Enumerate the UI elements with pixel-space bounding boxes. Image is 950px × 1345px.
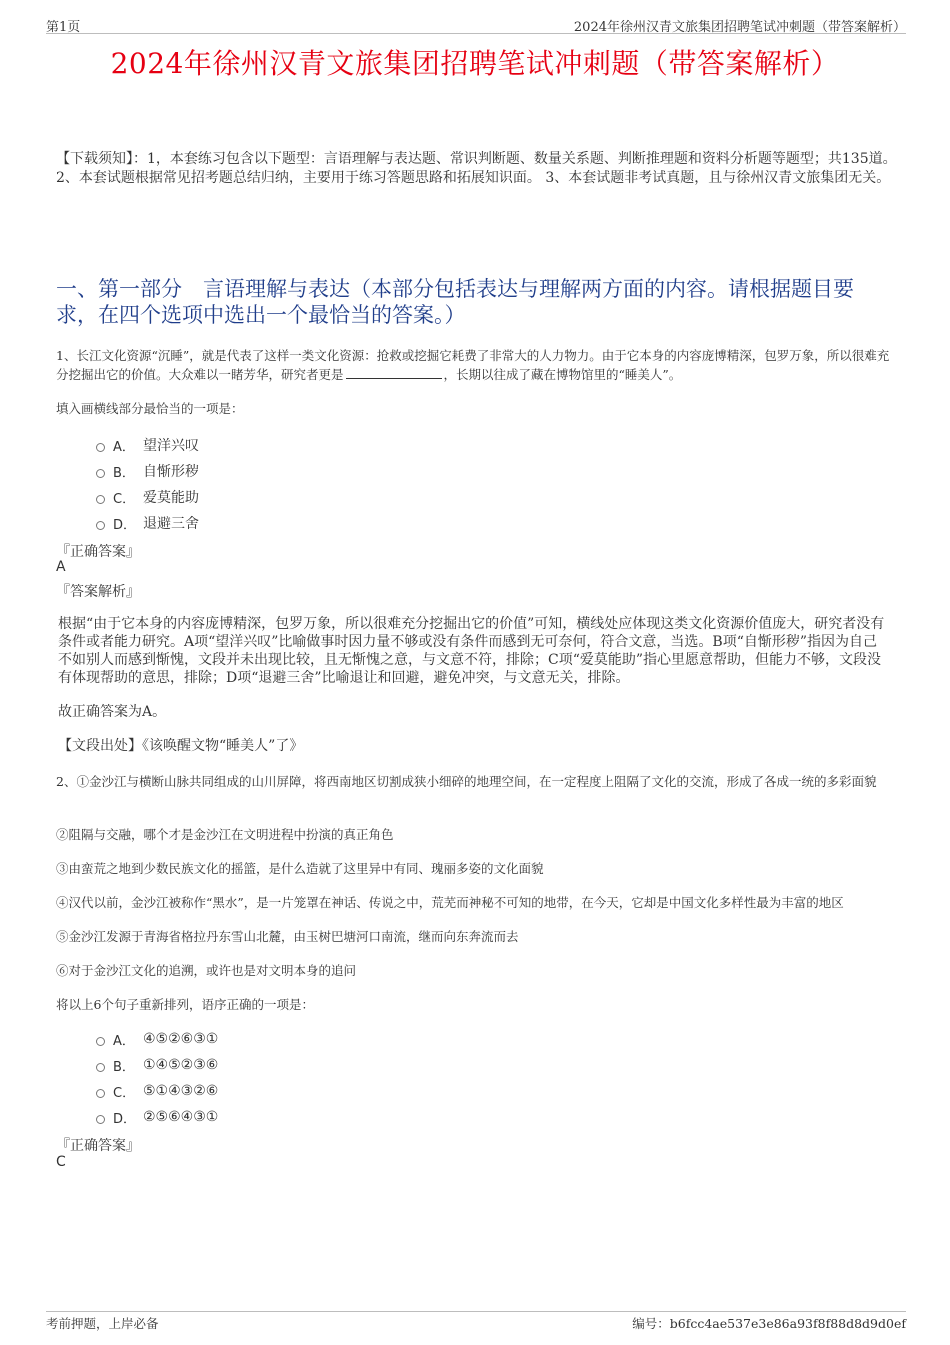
q2-sentence-2: ②阻隔与交融，哪个才是金沙江在文明进程中扮演的真正角色 <box>56 827 394 842</box>
footer-slogan: 考前押题，上岸必备 <box>46 1316 159 1331</box>
q1-analysis-label: 『答案解析』 <box>56 584 140 600</box>
q2-sentence-3: ③由蛮荒之地到少数民族文化的摇篮，是什么造就了这里异中有同、瑰丽多姿的文化面貌 <box>56 861 544 876</box>
radio-icon[interactable] <box>96 1063 105 1072</box>
q2-option-b[interactable]: B． ①④⑤②③⑥ <box>96 1052 218 1078</box>
q2-sentence-5: ⑤金沙江发源于青海省格拉丹东雪山北麓，由玉树巴塘河口南流，继而向东奔流而去 <box>56 929 519 944</box>
q2-sentence-1: 2、①金沙江与横断山脉共同组成的山川屏障，将西南地区切割成狭小细碎的地理空间，在一定程度上阻隔了文化的交流，形成了各成一统的多彩面貌 <box>56 774 877 789</box>
question-1-stem-after: ，长期以往成了藏在博物馆里的“睡美人”。 <box>443 367 682 382</box>
q1-source: 【文段出处】《该唤醒文物“睡美人”了》 <box>58 738 304 754</box>
section-title: 一、第一部分 言语理解与表达（本部分包括表达与理解两方面的内容。请根据题目要求，在四个选项中选出一个最恰当的答案。） <box>56 277 854 327</box>
download-notice: 【下载须知】：1，本套练习包含以下题型：言语理解与表达题、常识判断题、数量关系题、判断推理题和资料分析题等题型；共135道。 2、本套试题根据常见招考题总结归纳，主要用于练习答题思路和拓展知识面。 3、本套试题非考试真题，且与徐州汉青文旅集团无关。 <box>56 151 897 186</box>
q2-option-c[interactable]: C． ⑤①④③②⑥ <box>96 1078 218 1104</box>
q2-answer: C <box>56 1154 66 1170</box>
q2-answer-label: 『正确答案』 <box>56 1138 140 1154</box>
radio-icon[interactable] <box>96 1037 105 1046</box>
footer-divider <box>46 1311 906 1312</box>
q1-answer: A <box>56 559 66 575</box>
question-2-options <box>96 1026 218 1130</box>
question-1-prompt: 填入画横线部分最恰当的一项是： <box>56 401 244 416</box>
radio-icon[interactable] <box>96 495 105 504</box>
document-title: 2024年徐州汉青文旅集团招聘笔试冲刺题（带答案解析） <box>110 47 840 80</box>
q1-analysis: 根据“由于它本身的内容庞博精深，包罗万象，所以很难充分挖掘出它的价值”可知，横线处应体现这类文化资源价值庞大，研究者没有条件或者能力研究。A项“望洋兴叹”比喻做事时因力量不够或没有条件而感到无可奈何，符合文意，当选。B项“自惭形秽”指因为自己不如别人而感到惭愧，文段并未出现比较，且无惭愧之意，与文意不符，排除；C项“爱莫能助”指心里愿意帮助，但能力不够，文段没有体现帮助的意思，排除；D项“退避三舍”比喻退让和回避，避免冲突，与文意无关，排除。 <box>58 616 885 686</box>
q2-option-a[interactable]: A． ④⑤②⑥③① <box>96 1026 218 1052</box>
footer-doc-id: 编号：b6fcc4ae537e3e86a93f8f88d8d9d0ef <box>632 1316 906 1331</box>
q2-sentence-4: ④汉代以前，金沙江被称作“黑水”，是一片笼罩在神话、传说之中，荒芜而神秘不可知的地带，在今天，它却是中国文化多样性最为丰富的地区 <box>56 895 844 910</box>
header-divider <box>46 33 906 34</box>
q2-prompt: 将以上6个句子重新排列，语序正确的一项是： <box>56 997 314 1012</box>
q1-conclusion: 故正确答案为A。 <box>58 704 167 720</box>
radio-icon[interactable] <box>96 469 105 478</box>
question-1-stem-before: 1、长江文化资源“沉睡”，就是代表了这样一类文化资源：抢救或挖掘它耗费了非常大的人力物力。由于它本身的内容庞博精深，包罗万象，所以很难充分挖掘出它的价值。大众难以一睹芳华，研究者更是 <box>56 348 890 382</box>
question-1-options <box>96 432 199 536</box>
radio-icon[interactable] <box>96 443 105 452</box>
q1-option-d[interactable]: D． 退避三舍 <box>96 510 199 536</box>
fill-blank <box>346 366 442 379</box>
radio-icon[interactable] <box>96 1089 105 1098</box>
header-doc-title: 2024年徐州汉青文旅集团招聘笔试冲刺题（带答案解析） <box>573 20 906 35</box>
q2-option-d[interactable]: D． ②⑤⑥④③① <box>96 1104 218 1130</box>
page-number: 第1页 <box>46 20 81 35</box>
radio-icon[interactable] <box>96 521 105 530</box>
q1-option-c[interactable]: C． 爱莫能助 <box>96 484 199 510</box>
question-1-stem <box>56 346 900 384</box>
q1-option-b[interactable]: B． 自惭形秽 <box>96 458 199 484</box>
q1-option-a[interactable]: A． 望洋兴叹 <box>96 432 199 458</box>
q2-sentence-6: ⑥对于金沙江文化的追溯，或许也是对文明本身的追问 <box>56 963 357 978</box>
q1-answer-label: 『正确答案』 <box>56 544 140 560</box>
radio-icon[interactable] <box>96 1115 105 1124</box>
